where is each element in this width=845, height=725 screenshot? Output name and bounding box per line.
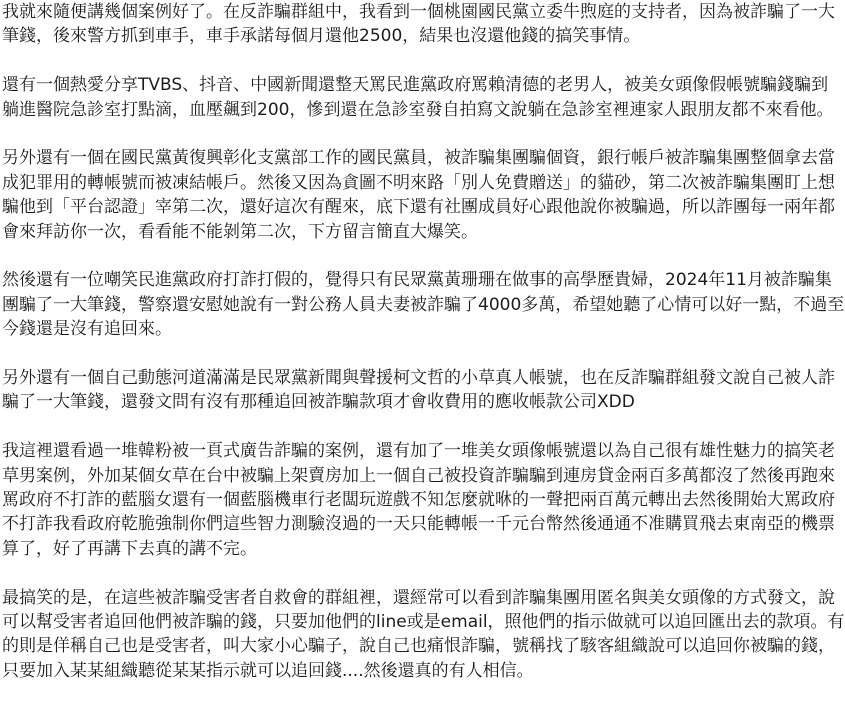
paragraph: 我就來隨便講幾個案例好了。在反詐騙群組中，我看到一個桃園國民黨立委牛煦庭的支持者，因為被詐騙了一大筆錢，後來警方抓到車手，車手承諾每個月還他2500，結果也沒還他錢的搞笑事情。 [2,2,835,47]
paragraph: 然後還有一位嘲笑民進黨政府打詐打假的，覺得只有民眾黨黃珊珊在做事的高學歷貴婦，2024年11月被詐騙集團騙了一大筆錢，警察還安慰她說有一對公務人員夫妻被詐騙了4000多萬，希望她聽了心情可以好一點，不過至今錢還是沒有追回來。 [2,270,845,340]
paragraph: 另外還有一個在國民黨黃復興彰化支黨部工作的國民黨員，被詐騙集團騙個資，銀行帳戶被詐騙集團整個拿去當成犯罪用的轉帳號而被凍結帳戶。然後又因為貪圖不明來路「別人免費贈送」的貓砂，第二次被詐騙集團盯上想騙他到「平台認證」宰第二次，還好這次有醒來，底下還有社團成員好心跟他說你被騙過，所以詐團每一兩年都會來拜訪你一次，看看能不能剝第二次，下方留言簡直大爆笑。 [2,148,835,242]
paragraph: 我這裡還看過一堆韓粉被一頁式廣告詐騙的案例，還有加了一堆美女頭像帳號還以為自己很有雄性魅力的搞笑老草男案例，外加某個女草在台中被騙上架賣房加上一個自己被投資詐騙騙到連房貸金兩百多萬都沒了然後再跑來罵政府不打詐的藍腦女還有一個藍腦機車行老闆玩遊戲不知怎麼就咻的一聲把兩百萬元轉出去然後開始大罵政府不打詐我看政府乾脆強制你們這些智力測驗沒過的一天只能轉帳一千元台幣然後通通不准購買飛去東南亞的機票算了，好了再講下去真的講不完。 [2,441,835,559]
paragraph: 另外還有一個自己動態河道滿滿是民眾黨新聞與聲援柯文哲的小草真人帳號，也在反詐騙群組發文說自己被人詐騙了一大筆錢，還發文問有沒有那種追回被詐騙款項才會收費用的應收帳款公司XDD [2,368,835,413]
paragraph: 還有一個熱愛分享TVBS、抖音、中國新聞還整天罵民進黨政府罵賴清德的老男人，被美女頭像假帳號騙錢騙到躺進醫院急診室打點滴，血壓飆到200，慘到還在急診室發自拍寫文說躺在急診室裡連家人跟朋友都不來看他。 [2,75,834,120]
paragraph: 最搞笑的是，在這些被詐騙受害者自救會的群組裡，還經常可以看到詐騙集團用匿名與美女頭像的方式發文，說可以幫受害者追回他們被詐騙的錢，只要加他們的line或是email，照他們的指示做就可以追回匯出去的款項。有的則是佯稱自己也是受害者，叫大家小心騙子，說自己也痛恨詐騙，號稱找了駭客組織說可以追回你被騙的錢，只要加入某某組織聽從某某指示就可以追回錢....然後還真的有人相信。 [2,587,845,681]
article-body [2,0,845,683]
